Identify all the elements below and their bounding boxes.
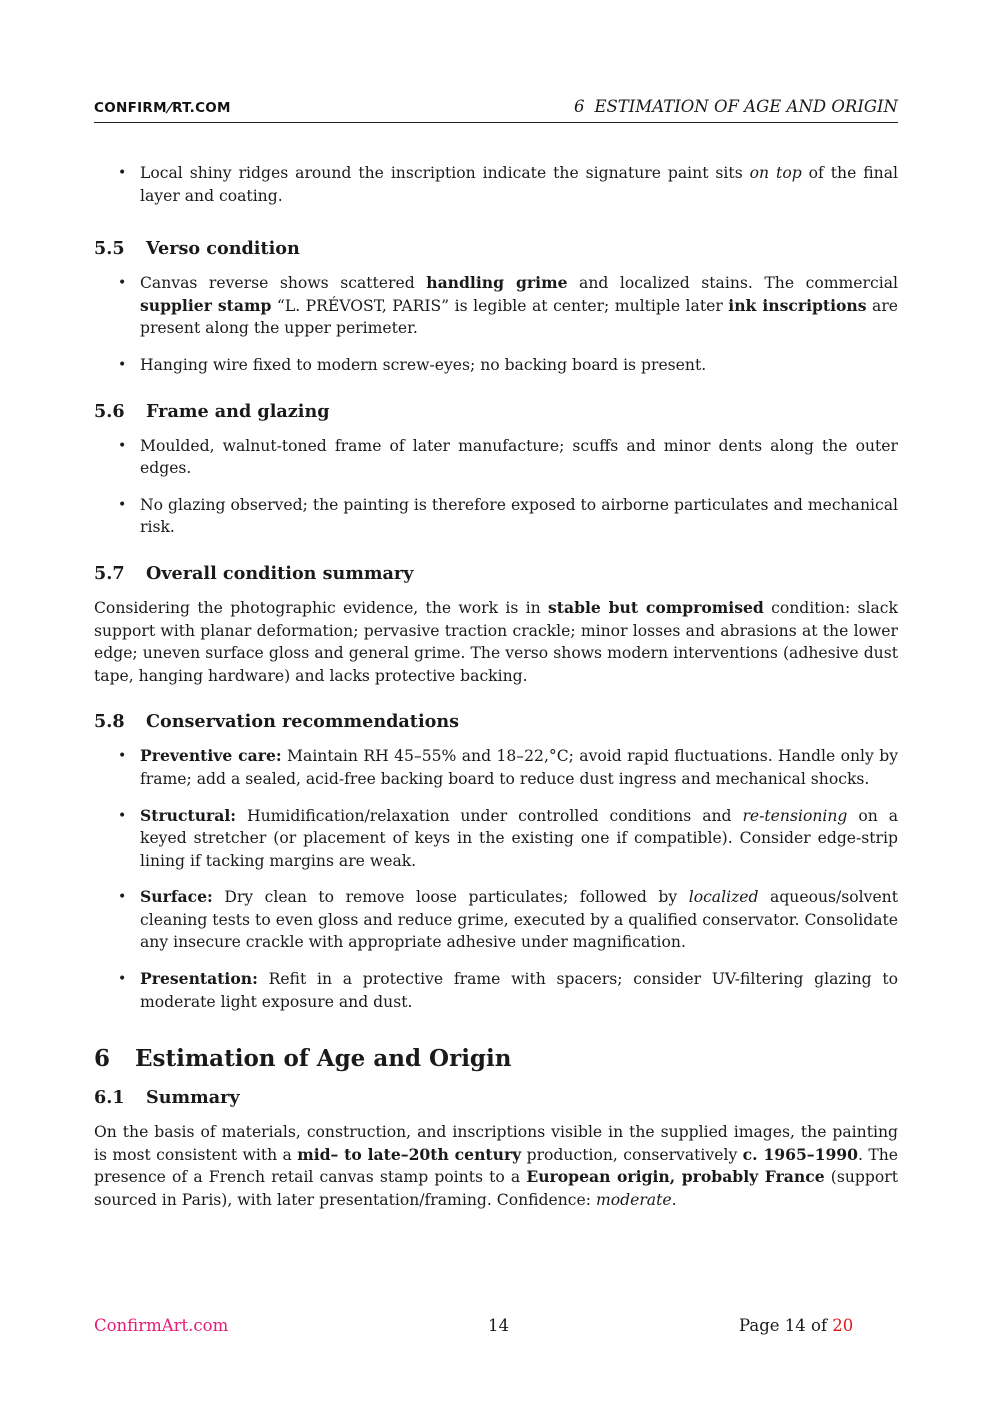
confirmart-logo: CONFIRM/RT.COM xyxy=(94,100,231,116)
section-heading-5-7: 5.7 Overall condition summary xyxy=(94,562,414,584)
list-item: • Surface: Dry clean to remove loose particulates; followed by localized aqueous/solvent cleaning tests to even gloss and reduce grime, executed by a qualified conservator. Consolidate any insecure crackle with appropriate adhesive under magnification. xyxy=(94,886,898,954)
footer-page-of: Page 14 of 20 xyxy=(739,1316,854,1335)
list-item: • Local shiny ridges around the inscription indicate the signature paint sits on top of the final layer and coating. xyxy=(94,162,898,207)
age-origin-summary-paragraph: On the basis of materials, construction, and inscriptions visible in the supplied images, the painting is most consistent with a mid– to late–20th century production, conservatively c. 1965–1990. The presence of a French retail canvas stamp points to a European origin, probably France (support sourced in Paris), with later presentation/framing. Confidence: moderate. xyxy=(94,1123,899,1210)
section-heading-6-1: 6.1 Summary xyxy=(94,1087,240,1109)
section-heading-5-5: 5.5 Verso condition xyxy=(94,238,300,260)
running-header xyxy=(94,96,898,123)
running-section-title: 6 ESTIMATION OF AGE AND ORIGIN xyxy=(573,97,898,116)
list-item: • Hanging wire fixed to modern screw-eyes; no backing board is present. xyxy=(94,354,898,377)
recommendations-list xyxy=(94,745,898,1013)
list-item: • Canvas reverse shows scattered handling grime and localized stains. The commercial supplier stamp “L. PRÉVOST, PARIS” is legible at center; multiple later ink inscriptions are present along the upper perimeter. xyxy=(94,272,898,340)
list-item: • Preventive care: Maintain RH 45–55% and 18–22,°C; avoid rapid fluctuations. Handle only by frame; add a sealed, acid-free backing board to reduce dust ingress and mechanical shocks. xyxy=(94,745,898,790)
list-item: • Structural: Humidification/relaxation under controlled conditions and re-tensioning on a keyed stretcher (or placement of keys in the existing one if compatible). Consider edge-strip lining if tacking margins are weak. xyxy=(94,805,898,873)
footer-brand-link[interactable]: ConfirmArt.com xyxy=(94,1316,229,1335)
footer-page-number: 14 xyxy=(488,1316,509,1335)
list-item: • Moulded, walnut-toned frame of later manufacture; scuffs and minor dents along the outer edges. xyxy=(94,435,898,480)
footer-total-pages-link[interactable]: 20 xyxy=(832,1316,854,1335)
continued-bullet-list xyxy=(94,162,898,207)
section-heading-5-6: 5.6 Frame and glazing xyxy=(94,400,330,422)
frame-glazing-list xyxy=(94,435,898,539)
section-heading-5-8: 5.8 Conservation recommendations xyxy=(94,711,460,733)
condition-summary-paragraph: Considering the photographic evidence, the work is in stable but compromised condition: slack support with planar deformation; pervasive traction crackle; minor losses and abrasions at the lower edge; uneven surface gloss and general grime. The verso shows modern interventions (adhesive dust tape, hanging hardware) and lacks protective backing. xyxy=(94,597,898,685)
page-body xyxy=(94,162,898,1212)
list-item: • Presentation: Refit in a protective frame with spacers; consider UV-filtering glazing to moderate light exposure and dust. xyxy=(94,968,898,1013)
verso-condition-list xyxy=(94,272,898,376)
section-heading-6: 6 Estimation of Age and Origin xyxy=(94,1045,512,1073)
list-item: • No glazing observed; the painting is therefore exposed to airborne particulates and mechanical risk. xyxy=(94,494,898,539)
